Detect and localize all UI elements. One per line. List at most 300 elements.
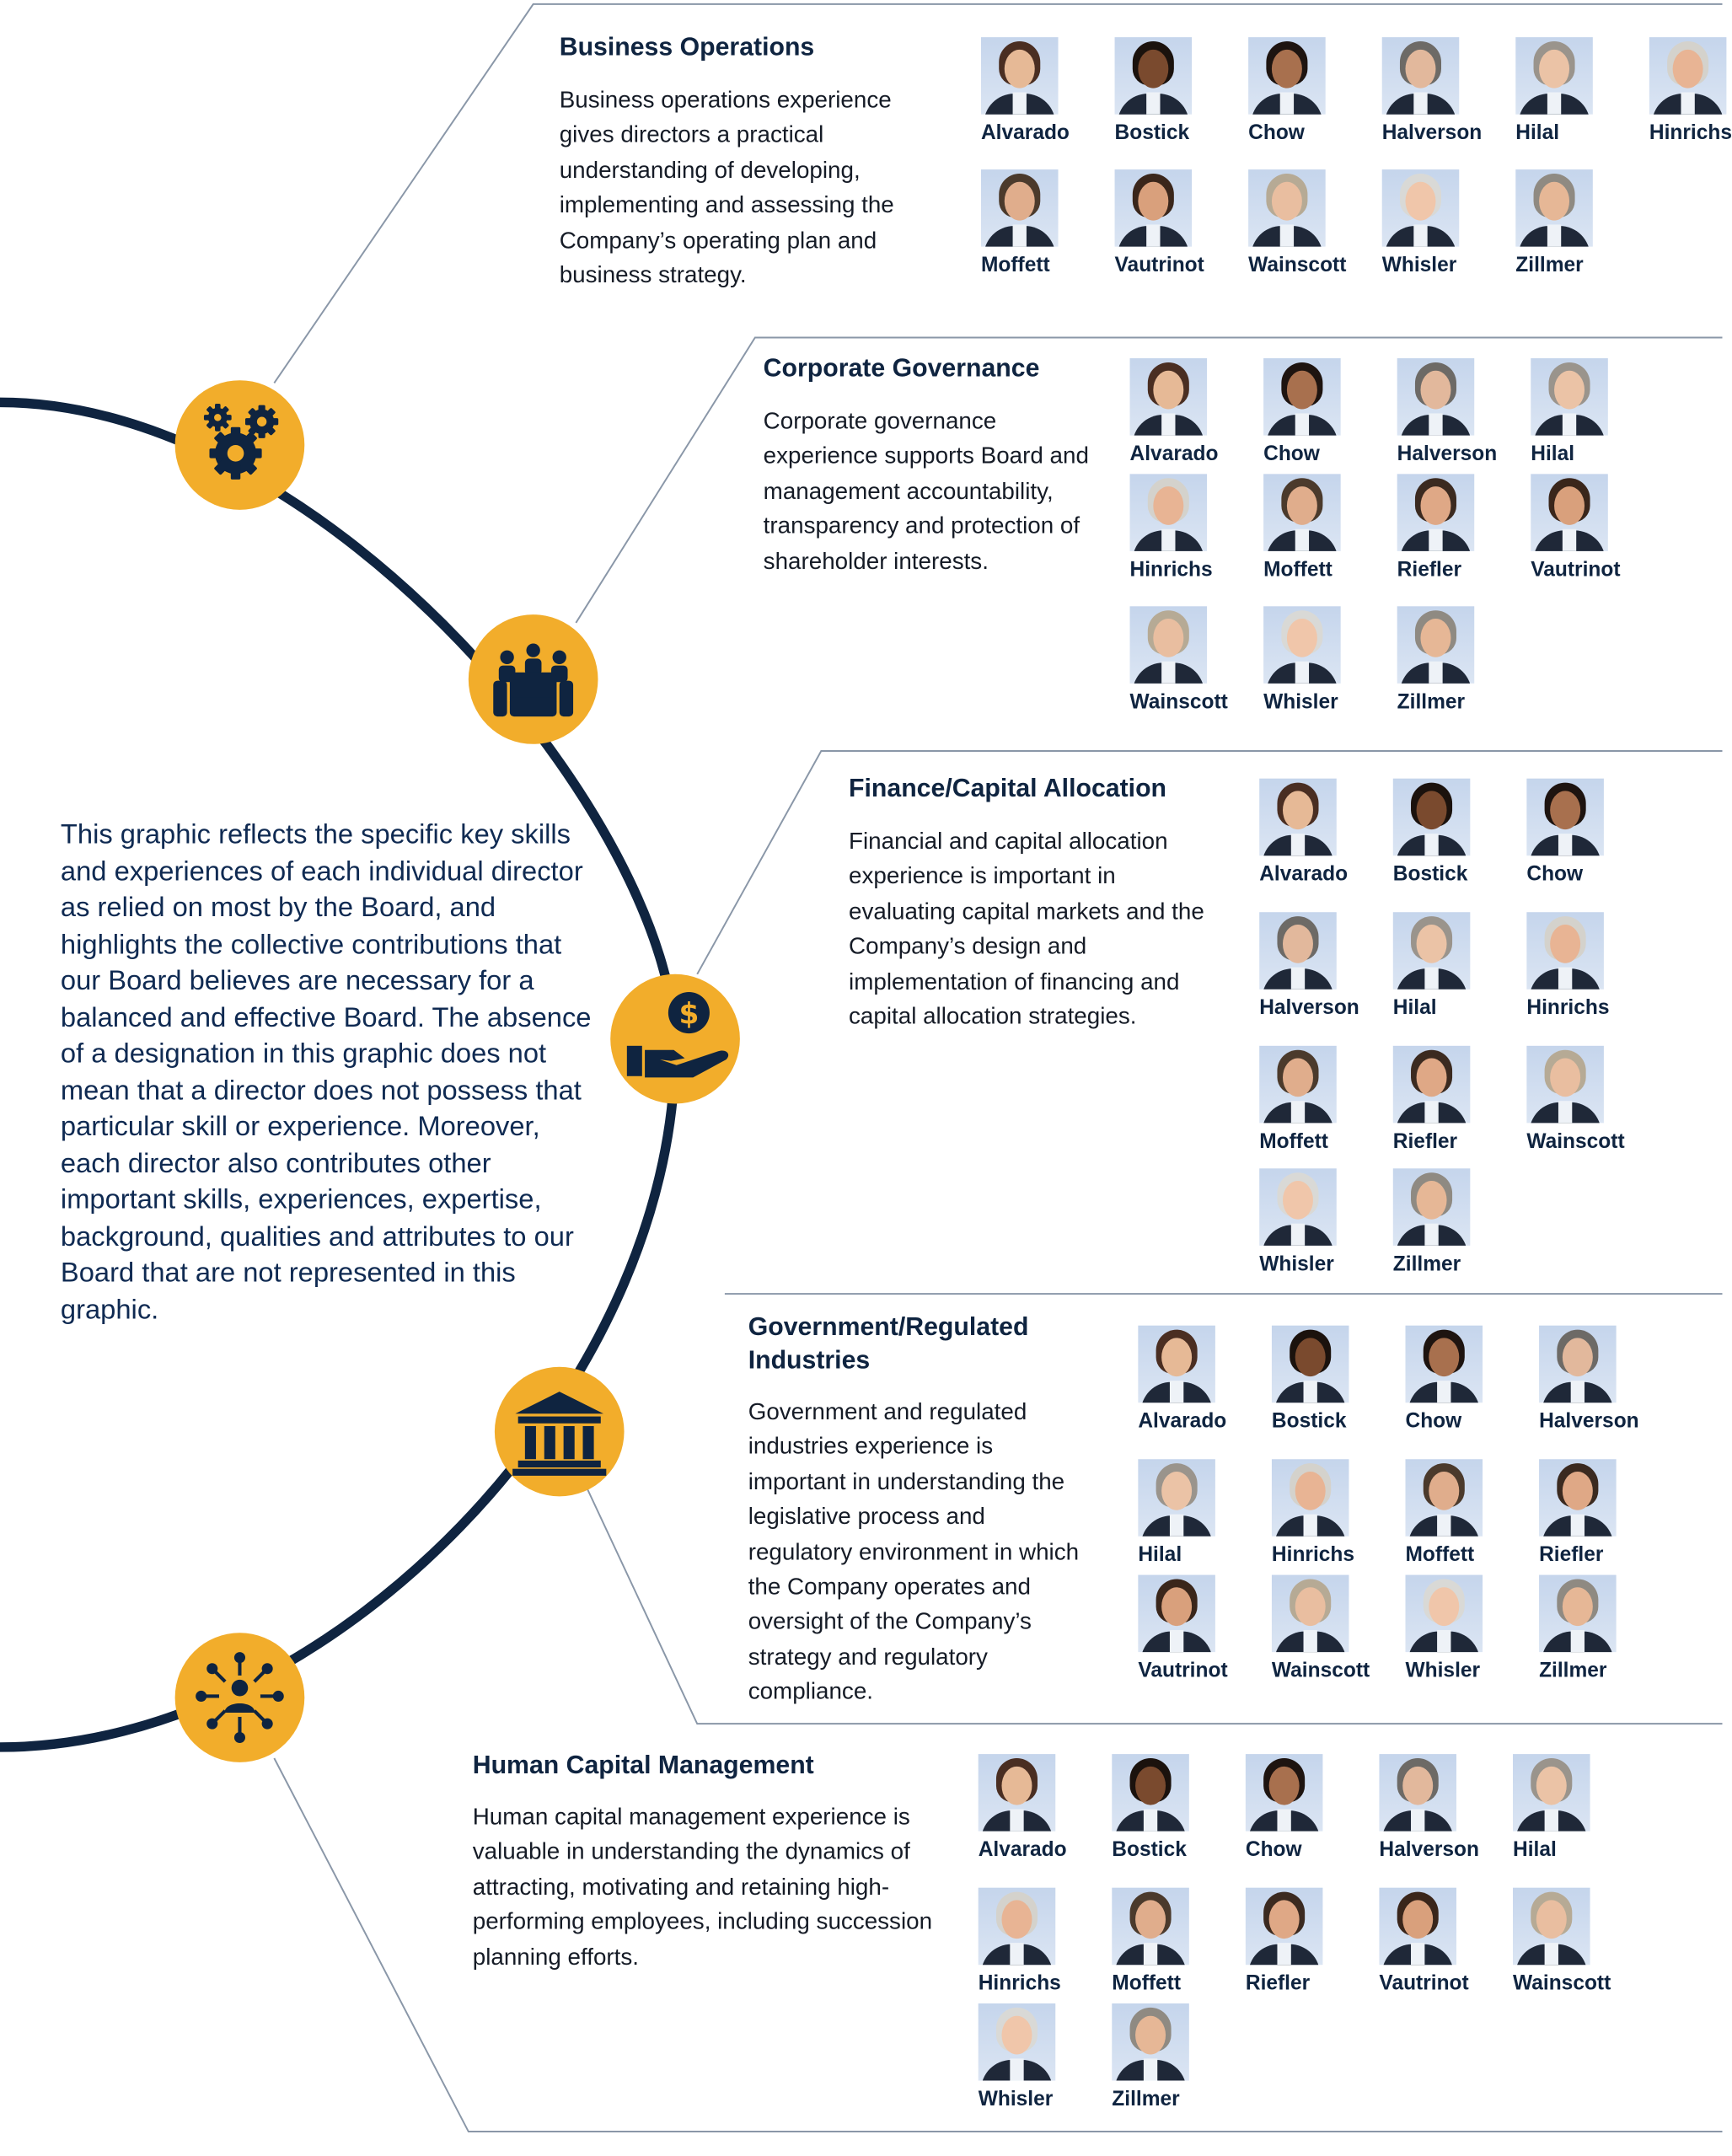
portrait-shirt [1411,1809,1424,1831]
portrait-shirt [1429,413,1442,435]
director-wainscott [1248,169,1382,302]
portrait-face [1417,1181,1447,1220]
portrait-face [1153,486,1183,525]
director-bostick [1115,37,1249,169]
corporate-governance-title: Corporate Governance [763,352,1040,382]
director-name: Bostick [1114,121,1190,145]
svg-text:$: $ [678,997,700,1032]
director-name: Alvarado [1259,862,1349,887]
portrait-shirt [1424,968,1438,990]
director-photo-alvarado [979,1754,1056,1832]
director-photo-whisler [1382,169,1460,247]
director-photo-hilal [1515,37,1593,115]
director-name: Moffett [1112,1971,1181,1996]
portrait-face [1001,1767,1032,1805]
human-capital-title: Human Capital Management [472,1750,814,1779]
business-operations-directors [981,37,1732,302]
director-hinrichs [1272,1459,1406,1574]
finance-capital-directors [1259,779,1660,1302]
government-regulated-directors [1138,1326,1672,1708]
director-photo-moffett [1405,1459,1483,1537]
director-name: Zillmer [1392,1252,1461,1276]
director-bostick [1393,779,1527,913]
finance-icon-circle [610,974,740,1104]
director-photo-hilal [1513,1754,1590,1832]
director-photo-whisler [979,2003,1056,2081]
portrait-shirt [1010,1943,1023,1965]
director-name: Zillmer [1397,690,1466,714]
director-photo-chow [1263,358,1341,436]
director-photo-halverson [1259,912,1337,990]
director-hinrichs [1526,912,1660,1046]
director-name: Whisler [1259,1252,1334,1276]
director-halverson [1259,912,1393,1046]
government-regulated-title: Government/Regulated Industries [748,1311,1029,1374]
director-name: Hinrichs [1526,995,1610,1020]
director-moffett [981,169,1115,302]
portrait-shirt [1291,1101,1305,1123]
portrait-shirt [1429,662,1442,684]
director-name: Zillmer [1539,1659,1607,1683]
director-name: Wainscott [1526,1129,1625,1154]
portrait-face [1295,1472,1326,1510]
portrait-face [1283,1059,1313,1097]
director-name: Chow [1248,121,1305,145]
finance-capital-description: Financial and capital allocation experience is important in evaluating capital markets and the Company’s design and implementation of financing and capital allocation strategies. [849,828,1204,1030]
portrait-shirt [1558,968,1572,990]
director-photo-bostick [1112,1754,1189,1832]
portrait-shirt [1563,413,1576,435]
director-halverson [1382,37,1516,169]
director-name: Vautrinot [1531,558,1621,582]
finance-capital-title: Finance/Capital Allocation [849,773,1167,802]
director-photo-hilal [1393,912,1471,990]
director-name: Riefler [1539,1542,1604,1567]
meeting-table-icon [469,614,598,744]
director-photo-alvarado [1259,779,1337,856]
portrait-face [1554,486,1585,525]
portrait-shirt [1545,1809,1558,1831]
director-alvarado [981,37,1115,169]
portrait-face [1272,50,1302,88]
director-photo-zillmer [1112,2003,1189,2081]
director-photo-hinrichs [1526,912,1604,990]
director-name: Hinrichs [978,1971,1061,1996]
director-photo-chow [1248,37,1326,115]
director-zillmer [1393,1168,1527,1302]
director-name: Moffett [980,253,1050,277]
portrait-face [1269,1900,1300,1939]
portrait-face [1539,182,1569,221]
portrait-shirt [1424,1101,1438,1123]
director-photo-zillmer [1539,1575,1617,1653]
director-zillmer [1539,1575,1673,1709]
portrait-shirt [1280,224,1294,246]
portrait-face [1269,1767,1300,1805]
director-name: Chow [1245,1837,1302,1862]
director-photo-hilal [1138,1459,1215,1537]
portrait-shirt [1295,662,1309,684]
director-photo-halverson [1379,1754,1456,1832]
portrait-face [1420,371,1450,410]
director-name: Whisler [1263,690,1338,714]
portrait-face [1287,486,1317,525]
portrait-face [1402,1900,1433,1939]
portrait-face [1536,1767,1567,1805]
director-photo-bostick [1115,37,1193,115]
director-photo-wainscott [1526,1046,1604,1124]
intro-text: This graphic reflects the specific key skills and experiences of each individual director as relied on most by the Board, and highlights the collective contributions that our Board believes are necessary for a balanced and effective Board. The absence of a designation in this graphic does not mean that a director does not possess that particular skill or experience. Moreover, each director also contributes other important skills, experiences, expertise, background, qualities and attributes to our Board that are not represented in this graphic. [60,819,592,1325]
portrait-face [1161,1338,1192,1376]
director-vautrinot [1379,1888,1513,2003]
director-photo-moffett [981,169,1059,247]
director-photo-riefler [1393,1046,1471,1124]
director-photo-zillmer [1397,606,1475,684]
government-regulated-description: Government and regulated industries experience is important in understanding the legislative process and regulatory environment in which the Company operates and oversight of the Company’s strategy and regulatory compliance. [748,1398,1080,1705]
director-hinrichs [979,1888,1113,2003]
portrait-shirt [1545,1943,1558,1965]
portrait-shirt [1429,529,1442,551]
director-chow [1263,358,1397,474]
director-alvarado [979,1754,1113,1888]
director-name: Moffett [1405,1542,1475,1567]
director-name: Wainscott [1513,1971,1611,1996]
portrait-face [1536,1900,1567,1939]
director-name: Zillmer [1112,2087,1180,2111]
director-name: Riefler [1245,1971,1311,1996]
director-riefler [1246,1888,1380,2003]
portrait-shirt [1146,93,1160,115]
director-photo-whisler [1405,1575,1483,1653]
portrait-face [1001,2016,1032,2055]
portrait-face [1417,925,1447,963]
director-name: Whisler [1405,1659,1481,1683]
director-name: Riefler [1392,1129,1458,1154]
portrait-shirt [1437,1630,1450,1652]
director-name: Wainscott [1271,1659,1370,1683]
director-name: Whisler [978,2087,1054,2111]
portrait-shirt [1170,1515,1183,1537]
portrait-face [1283,925,1313,963]
director-name: Bostick [1271,1409,1347,1434]
director-photo-hinrichs [979,1888,1056,1966]
portrait-shirt [1547,93,1561,115]
portrait-shirt [1161,662,1175,684]
portrait-shirt [1304,1381,1317,1402]
portrait-face [1283,1181,1313,1220]
portrait-face [1563,1472,1593,1510]
director-riefler [1397,474,1531,606]
director-photo-riefler [1397,474,1475,551]
portrait-face [1001,1900,1032,1939]
portrait-shirt [1411,1943,1424,1965]
director-whisler [1263,606,1397,721]
director-name: Alvarado [980,121,1070,145]
portrait-shirt [1424,834,1438,855]
director-chow [1246,1754,1380,1888]
director-photo-halverson [1539,1326,1617,1403]
director-whisler [979,2003,1113,2137]
portrait-shirt [1010,2058,1023,2080]
portrait-face [1405,182,1435,221]
portrait-face [1135,1900,1166,1939]
director-name: Moffett [1263,558,1333,582]
director-name: Wainscott [1129,690,1228,714]
portrait-shirt [1413,224,1427,246]
portrait-face [1550,1059,1580,1097]
director-moffett [1259,1046,1393,1168]
director-name: Riefler [1397,558,1462,582]
director-name: Hilal [1531,442,1575,466]
director-photo-bostick [1393,779,1471,856]
portrait-face [1287,371,1317,410]
director-name: Moffett [1259,1129,1328,1154]
portrait-face [1283,791,1313,829]
portrait-shirt [1681,93,1694,115]
director-chow [1248,37,1382,169]
business-operations-description: Business operations experience gives directors a practical understanding of developing, implementing and assessing the Company’s operating plan and business strategy. [559,86,894,288]
director-photo-chow [1526,779,1604,856]
director-photo-alvarado [1130,358,1208,436]
director-name: Halverson [1539,1409,1639,1434]
portrait-shirt [1571,1381,1585,1402]
director-name: Halverson [1397,442,1498,466]
director-name: Alvarado [1129,442,1219,466]
human-capital-icon-circle [175,1633,305,1762]
portrait-face [1135,2016,1166,2055]
portrait-face [1295,1587,1326,1626]
director-photo-chow [1246,1754,1323,1832]
director-photo-moffett [1263,474,1341,551]
portrait-face [1673,50,1703,88]
director-name: Hilal [1515,121,1560,145]
director-wainscott [1513,1888,1647,2003]
director-photo-wainscott [1272,1575,1349,1653]
director-alvarado [1130,358,1264,474]
director-name: Alvarado [978,1837,1067,1862]
director-vautrinot [1115,169,1249,302]
portrait-shirt [1558,1101,1572,1123]
portrait-shirt [1010,1809,1023,1831]
director-name: Whisler [1381,253,1457,277]
portrait-face [1138,50,1168,88]
director-halverson [1397,358,1531,474]
portrait-shirt [1295,529,1309,551]
director-photo-halverson [1382,37,1460,115]
portrait-face [1417,791,1447,829]
portrait-face [1161,1472,1192,1510]
hand-coin-icon [610,974,740,1104]
corporate-governance-icon-circle [469,614,598,744]
director-bostick [1112,1754,1246,1888]
portrait-shirt [1413,93,1427,115]
director-moffett [1112,1888,1246,2003]
director-zillmer [1515,169,1649,302]
director-wainscott [1130,606,1264,721]
portrait-shirt [1144,2058,1157,2080]
director-halverson [1379,1754,1513,1888]
portrait-face [1429,1587,1459,1626]
portrait-face [1405,50,1435,88]
portrait-shirt [1013,93,1027,115]
director-name: Halverson [1381,121,1483,145]
government-icon-circle [495,1367,625,1497]
business-operations-icon-circle [175,380,305,510]
portrait-face [1153,371,1183,410]
director-photo-wainscott [1248,169,1326,247]
portrait-face [1420,486,1450,525]
director-photo-moffett [1112,1888,1189,1966]
director-bostick [1272,1326,1406,1460]
director-name: Vautrinot [1114,253,1204,277]
director-photo-alvarado [981,37,1059,115]
portrait-face [1135,1767,1166,1805]
portrait-shirt [1571,1515,1585,1537]
director-zillmer [1397,606,1531,721]
portrait-face [1417,1059,1447,1097]
portrait-shirt [1547,224,1561,246]
director-alvarado [1138,1326,1272,1460]
director-name: Hilal [1138,1542,1182,1567]
portrait-shirt [1161,529,1175,551]
director-name: Bostick [1392,862,1468,887]
portrait-shirt [1170,1381,1183,1402]
director-photo-whisler [1263,606,1341,684]
portrait-shirt [1295,413,1309,435]
portrait-face [1539,50,1569,88]
portrait-shirt [1146,224,1160,246]
director-photo-halverson [1397,358,1475,436]
director-hilal [1138,1459,1272,1574]
portrait-shirt [1013,224,1027,246]
portrait-face [1563,1587,1593,1626]
director-name: Hinrichs [1649,121,1732,145]
director-photo-zillmer [1393,1168,1471,1246]
director-halverson [1539,1326,1673,1460]
corporate-governance-directors [1130,358,1665,722]
portrait-shirt [1563,529,1576,551]
director-vautrinot [1138,1575,1272,1709]
portrait-face [1563,1338,1593,1376]
portrait-face [1554,371,1585,410]
director-name: Vautrinot [1138,1659,1228,1683]
portrait-shirt [1304,1515,1317,1537]
portrait-face [1161,1587,1192,1626]
director-name: Chow [1526,862,1584,887]
director-photo-hinrichs [1272,1459,1349,1537]
portrait-shirt [1558,834,1572,855]
director-photo-whisler [1259,1168,1337,1246]
portrait-shirt [1291,1224,1305,1246]
director-hinrichs [1649,37,1732,169]
portrait-shirt [1424,1224,1438,1246]
portrait-shirt [1277,1809,1290,1831]
portrait-shirt [1291,968,1305,990]
director-name: Bostick [1112,1837,1187,1862]
portrait-face [1005,182,1035,221]
portrait-shirt [1437,1515,1450,1537]
director-photo-vautrinot [1379,1888,1456,1966]
portrait-shirt [1144,1943,1157,1965]
director-photo-chow [1405,1326,1483,1403]
director-photo-wainscott [1130,606,1208,684]
portrait-shirt [1280,93,1294,115]
director-zillmer [1112,2003,1246,2137]
director-photo-zillmer [1515,169,1593,247]
portrait-face [1550,925,1580,963]
director-name: Hilal [1513,1837,1557,1862]
portrait-face [1153,619,1183,657]
director-name: Wainscott [1248,253,1347,277]
director-photo-moffett [1259,1046,1337,1124]
director-photo-vautrinot [1531,474,1608,551]
government-building-icon [495,1367,625,1497]
director-photo-riefler [1246,1888,1323,1966]
portrait-face [1138,182,1168,221]
director-photo-riefler [1539,1459,1617,1537]
portrait-shirt [1277,1943,1290,1965]
director-name: Hinrichs [1129,558,1213,582]
portrait-shirt [1437,1381,1450,1402]
director-photo-vautrinot [1138,1575,1215,1653]
portrait-shirt [1161,413,1175,435]
business-operations-title: Business Operations [559,31,815,61]
director-photo-bostick [1272,1326,1349,1403]
human-capital-directors [979,1754,1647,2137]
director-riefler [1539,1459,1673,1574]
director-hilal [1515,37,1649,169]
director-whisler [1405,1575,1539,1709]
director-name: Alvarado [1138,1409,1227,1434]
gears-icon [175,380,305,510]
director-name: Halverson [1379,1837,1480,1862]
director-moffett [1405,1459,1539,1574]
director-name: Vautrinot [1379,1971,1469,1996]
portrait-face [1550,791,1580,829]
portrait-face [1429,1338,1459,1376]
director-name: Zillmer [1515,253,1584,277]
director-hinrichs [1130,474,1264,606]
director-name: Chow [1405,1409,1462,1434]
director-name: Halverson [1259,995,1359,1020]
director-chow [1405,1326,1539,1460]
director-wainscott [1526,1046,1660,1168]
portrait-shirt [1571,1630,1585,1652]
director-name: Hinrichs [1271,1542,1355,1567]
director-wainscott [1272,1575,1406,1709]
director-vautrinot [1531,474,1665,606]
portrait-face [1295,1338,1326,1376]
director-name: Hilal [1392,995,1437,1020]
director-alvarado [1259,779,1393,913]
director-whisler [1259,1168,1393,1302]
director-photo-hinrichs [1649,37,1727,115]
portrait-face [1272,182,1302,221]
director-photo-wainscott [1513,1888,1590,1966]
director-photo-hilal [1531,358,1608,436]
portrait-face [1429,1472,1459,1510]
portrait-face [1287,619,1317,657]
director-photo-hinrichs [1130,474,1208,551]
director-hilal [1513,1754,1647,1888]
director-chow [1526,779,1660,913]
people-network-icon [175,1633,305,1762]
portrait-shirt [1291,834,1305,855]
human-capital-description: Human capital management experience is valuable in understanding the dynamics of attracting, motivating and retaining high-performing employees, including succession planning efforts. [472,1803,933,1971]
portrait-face [1420,619,1450,657]
portrait-face [1005,50,1035,88]
corporate-governance-description: Corporate governance experience supports Board and management accountability, transparency and protection of shareholder interests. [763,407,1089,575]
